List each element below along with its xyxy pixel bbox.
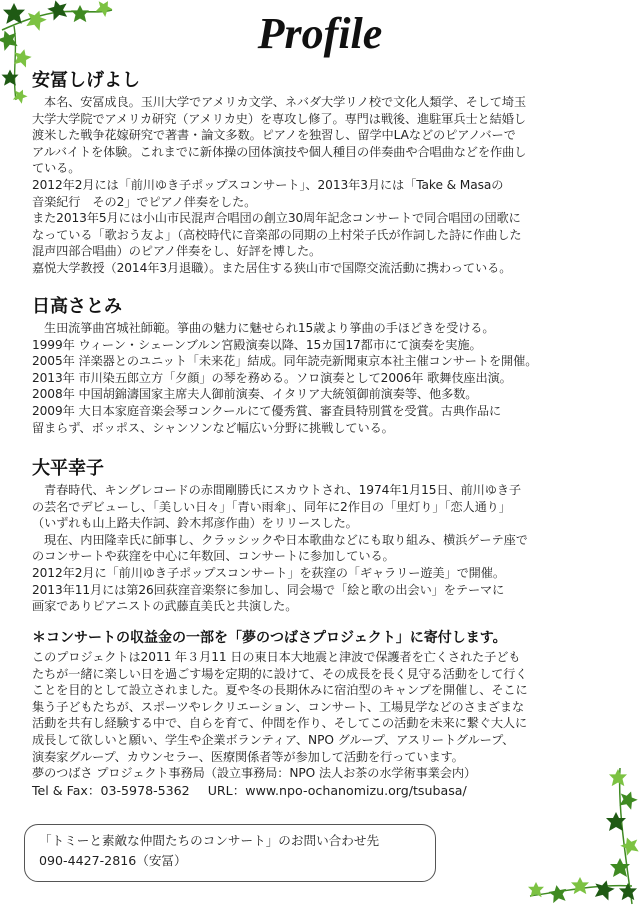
profile-line: 青春時代、キングレコードの赤間剛勝氏にスカウトされ、1974年1月15日、前川ゆき子: [44, 483, 522, 497]
profile-line: アルバイトを体験。これまでに新体操の団体演技や個人種目の伴奏曲や合唱曲などを作曲し: [32, 144, 527, 159]
profile-line: 画家でありピアニストの武藤直美氏と共演した。: [32, 599, 298, 614]
profile-line: 混声四部合唱曲）のピアノ伴奏をし、好評を博した。: [32, 244, 322, 259]
donation-line: このプロジェクトは2011 年３月11 日の東日本大地震と津波で保護者を亡くされた子ども: [32, 650, 521, 664]
profile-line: 嘉悦大学教授（2014年3月退職）。また居住する狭山市で国際交流活動に携わっている。: [32, 260, 512, 275]
profile-line: なっている「歌おう友よ」（高校時代に音楽部の同期の上村栄子氏が作詞した詩に作曲した: [32, 227, 522, 242]
profile-line: 渡米した戦争花嫁研究で著書・論文多数。ピアノを独習し、留学中LAなどのピアノバーで: [32, 128, 516, 143]
contact-box: [24, 824, 436, 882]
donation-line: 成長して欲しいと願い、学生や企業ボランティア、NPO グループ、アスリートグループ、: [32, 732, 515, 747]
profile-line: 本名、安冨成良。玉川大学でアメリカ文学、ネバダ大学リノ校で文化人類学、そして埼玉: [44, 95, 527, 109]
profile-line: 2012年2月には「前川ゆき子ポップスコンサート」、2013年3月には「Take & Masaの: [32, 177, 504, 192]
contact-phone: 090-4427-2816（安冨）: [39, 853, 187, 868]
profile-line: 2012年2月に「前川ゆき子ポップスコンサート」を荻窪の「ギャラリー遊美」で開催。: [32, 565, 505, 580]
profile-line: 2005年 洋楽器とのユニット「未来花」結成。同年読売新聞東京本社主催コンサートを開催。: [32, 354, 538, 369]
donation-line: ことを目的として設立されました。夏や冬の長期休みに宿泊型のキャンプを開催し、そこに: [32, 683, 528, 698]
profile-line: ている。: [32, 161, 81, 176]
profile-name: 安冨しげよし: [32, 70, 140, 91]
profile-line: 留まらず、ボッポス、シャンソンなど幅広い分野に挑戦している。: [32, 420, 394, 435]
profile-section-ohira: [32, 458, 624, 615]
donation-line: たちが一緒に楽しい日を過ごす場を定期的に設けて、その成長を長く見守る活動をして行く: [32, 666, 528, 681]
profile-line: の芸名でデビューし、「美しい日々」「青い雨傘」、同年に2作目の「里灯り」「恋人通り」: [32, 499, 511, 514]
profile-section-yasutomi: [32, 70, 624, 277]
donation-line: 演奏家グループ、カウンセラー、医療関係者等が参加して活動を行っています。: [32, 749, 464, 764]
profile-line: 2009年 大日本家庭音楽会琴コンクールにて優秀賞、審査員特別賞を受賞。古典作品に: [32, 403, 502, 418]
profile-line: また2013年5月には小山市民混声合唱団の創立30周年記念コンサートで同合唱団の団歌に: [32, 211, 521, 226]
profile-line: 音楽紀行 その2」でピアノ伴奏をした。: [32, 194, 257, 209]
profile-line: 2008年 中国胡錦濤国家主席夫人御前演奏、イタリア大統領御前演奏等、他多数。: [32, 387, 478, 402]
profile-name: 大平幸子: [32, 458, 104, 479]
donation-heading: ＊コンサートの収益金の一部を「夢のつばさプロジェクト」に寄付します。: [32, 630, 507, 646]
donation-line: 集う子どもたちが、スポーツやレクリエーション、コンサート、工場見学などのさまざまな: [32, 699, 525, 714]
page-title: Profile: [257, 9, 383, 58]
donation-contact: [32, 782, 624, 800]
profile-name: 日高さとみ: [32, 296, 122, 317]
project-url[interactable]: URL：www.npo-ochanomizu.org/tsubasa/: [207, 782, 467, 798]
profile-line: のコンサートや荻窪を中心に年数回、コンサートに参加している。: [32, 549, 395, 564]
profile-line: 1999年 ウィーン・シェーンブルン宮殿演奏以降、15カ国17都市にて演奏を実施。: [32, 337, 482, 352]
donation-section: [32, 628, 624, 800]
tel-fax: Tel & Fax：03-5978-5362: [32, 782, 190, 798]
contact-text: 「トミーと素敵な仲間たちのコンサート」のお問い合わせ先: [39, 833, 380, 848]
profile-line: 現在、内田隆幸氏に師事し、クラッシックや日本歌曲などにも取り組み、横浜ゲーテ座で: [44, 532, 528, 547]
profile-line: 生田流箏曲宮城社師範。箏曲の魅力に魅せられ15歳より箏曲の手ほどきを受ける。: [44, 321, 495, 335]
donation-line: 夢のつばさ プロジェクト事務局（設立事務局：NPO 法人お茶の水学術事業会内）: [32, 766, 477, 781]
profile-line: （いずれも山上路夫作詞、鈴木邦彦作曲）をリリースした。: [32, 516, 358, 531]
donation-line: 活動を共有し経験する中で、自らを育て、仲間を作り、そしてこの活動を未来に繋ぐ大人に: [32, 716, 528, 731]
profile-section-hidaka: [32, 296, 624, 436]
profile-line: 2013年 市川染五郎立方「夕顔」の琴を務める。ソロ演奏として2006年 歌舞伎座出演。: [32, 370, 512, 385]
profile-line: 大学大学院でアメリカ研究（アメリカ史）を専攻し修了。専門は戦後、進駐軍兵士と結婚し: [32, 111, 526, 126]
profile-line: 2013年11月には第26回荻窪音楽祭に参加し、同会場で「絵と歌の出会い」をテーマに: [32, 582, 505, 597]
